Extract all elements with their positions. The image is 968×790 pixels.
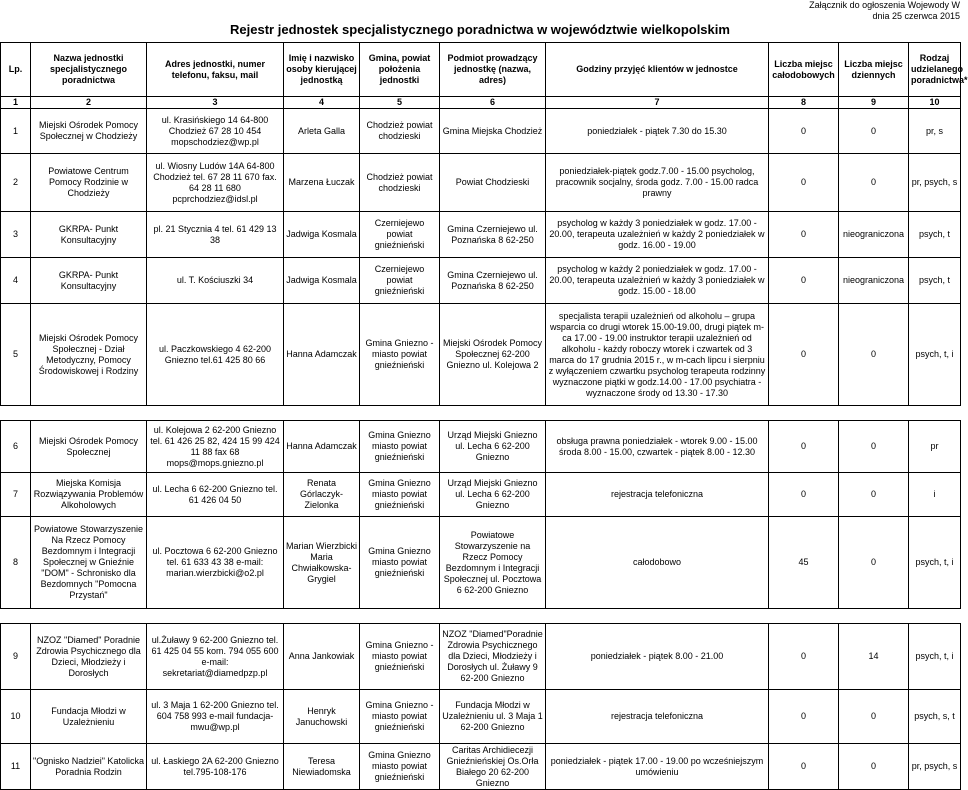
cell-dzienne: 0 [839, 109, 909, 154]
cell-lp: 3 [1, 212, 31, 258]
cell-hours: poniedziałek - piątek 17.00 - 19.00 po wcześniejszym umówieniu [546, 744, 769, 790]
cell-hours: obsługa prawna poniedziałek - wtorek 9.00 - 15.00 środa 8.00 - 15.00, czwartek - piątek 8.00 - 12.30 [546, 421, 769, 473]
cell-lp: 4 [1, 258, 31, 304]
cell-calodobowe: 45 [769, 517, 839, 609]
cell-rodzaj: psych, t [909, 212, 961, 258]
cell-hours: poniedziałek - piątek 8.00 - 21.00 [546, 624, 769, 690]
column-number: 6 [440, 97, 546, 109]
cell-dzienne: 14 [839, 624, 909, 690]
cell-gmina: Chodzież powiat chodzieski [360, 109, 440, 154]
cell-name: Miejski Ośrodek Pomocy Społecznej - Dział Metodyczny, Pomocy Środowiskowej i Rodziny [31, 304, 147, 406]
cell-podmiot: Urząd Miejski Gniezno ul. Lecha 6 62-200 Gniezno [440, 421, 546, 473]
cell-head: Henryk Januchowski [284, 690, 360, 744]
cell-address: ul. 3 Maja 1 62-200 Gniezno tel. 604 758 993 e-mail fundacja-mwu@wp.pl [147, 690, 284, 744]
cell-gmina: Chodzież powiat chodzieski [360, 154, 440, 212]
cell-rodzaj: psych, t, i [909, 304, 961, 406]
cell-rodzaj: pr, psych, s [909, 154, 961, 212]
cell-address: ul. Krasińskiego 14 64-800 Chodzież 67 28 10 454 mopschodziez@wp.pl [147, 109, 284, 154]
cell-gmina: Gmina Gniezno miasto powiat gnieźnieński [360, 421, 440, 473]
cell-head: Renata Górlaczyk-Zielonka [284, 473, 360, 517]
table-row [1, 744, 961, 790]
cell-lp: 5 [1, 304, 31, 406]
cell-rodzaj: pr, psych, s [909, 744, 961, 790]
cell-calodobowe: 0 [769, 690, 839, 744]
column-number: 10 [909, 97, 961, 109]
cell-calodobowe: 0 [769, 744, 839, 790]
cell-calodobowe: 0 [769, 212, 839, 258]
table-row [1, 154, 961, 212]
cell-address: pl. 21 Stycznia 4 tel. 61 429 13 38 [147, 212, 284, 258]
table-row [1, 624, 961, 690]
cell-hours: psycholog w każdy 2 poniedziałek w godz. 17.00 - 20.00, terapeuta uzależnień w każdy 3 poniedziałek w godz. 15.00 - 18.00 [546, 258, 769, 304]
cell-address: ul. Paczkowskiego 4 62-200 Gniezno tel.61 425 80 66 [147, 304, 284, 406]
cell-dzienne: 0 [839, 744, 909, 790]
cell-calodobowe: 0 [769, 154, 839, 212]
cell-rodzaj: psych, t, i [909, 624, 961, 690]
cell-head: Hanna Adamczak [284, 421, 360, 473]
cell-podmiot: Fundacja Młodzi w Uzależnieniu ul. 3 Maja 1 62-200 Gniezno [440, 690, 546, 744]
column-header: Godziny przyjęć klientów w jednostce [546, 43, 769, 97]
cell-name: Powiatowe Stowarzyszenie Na Rzecz Pomocy Bezdomnym i Integracji Społecznej w Gnieźnie "DOM" - Schronisko dla Bezdomnych "Pomocna Przystań" [31, 517, 147, 609]
cell-address: ul. Lecha 6 62-200 Gniezno tel. 61 426 04 50 [147, 473, 284, 517]
cell-hours: całodobowo [546, 517, 769, 609]
cell-podmiot: Powiatowe Stowarzyszenie na Rzecz Pomocy Bezdomnym i Integracji Społecznej ul. Pocztowa 6 62-200 Gniezno [440, 517, 546, 609]
cell-dzienne: 0 [839, 421, 909, 473]
cell-dzienne: nieograniczona [839, 212, 909, 258]
column-number: 7 [546, 97, 769, 109]
column-number: 5 [360, 97, 440, 109]
cell-address: ul. Pocztowa 6 62-200 Gniezno tel. 61 633 43 38 e-mail: marian.wierzbicki@o2.pl [147, 517, 284, 609]
cell-podmiot: Gmina Miejska Chodzież [440, 109, 546, 154]
column-header: Imię i nazwisko osoby kierującej jednostką [284, 43, 360, 97]
cell-hours: poniedziałek-piątek godz.7.00 - 15.00 psycholog, pracownik socjalny, środa godz. 7.00 - 15.00 radca prawny [546, 154, 769, 212]
cell-podmiot: Gmina Czerniejewo ul. Poznańska 8 62-250 [440, 258, 546, 304]
cell-address: ul. Wiosny Ludów 14A 64-800 Chodzież tel. 67 28 11 670 fax. 64 28 11 680 pcprchodziez@idsl.pl [147, 154, 284, 212]
cell-lp: 2 [1, 154, 31, 212]
table-row [1, 258, 961, 304]
annex-note-line2: dnia 25 czerwca 2015 [872, 11, 960, 21]
cell-head: Arleta Galla [284, 109, 360, 154]
column-header: Podmiot prowadzący jednostkę (nazwa, adres) [440, 43, 546, 97]
cell-podmiot: Gmina Czerniejewo ul. Poznańska 8 62-250 [440, 212, 546, 258]
cell-name: "Ognisko Nadziei" Katolicka Poradnia Rodzin [31, 744, 147, 790]
cell-name: Miejski Ośrodek Pomocy Społecznej [31, 421, 147, 473]
column-number: 2 [31, 97, 147, 109]
table-row [1, 473, 961, 517]
cell-podmiot: Miejski Ośrodek Pomocy Społecznej 62-200 Gniezno ul. Kolejowa 2 [440, 304, 546, 406]
cell-lp: 1 [1, 109, 31, 154]
table-row [1, 690, 961, 744]
cell-calodobowe: 0 [769, 624, 839, 690]
cell-rodzaj: psych, s, t [909, 690, 961, 744]
cell-gmina: Gmina Gniezno miasto powiat gnieźnieński [360, 473, 440, 517]
cell-head: Teresa Niewiadomska [284, 744, 360, 790]
column-header: Liczba miejsc dziennych [839, 43, 909, 97]
cell-head: Jadwiga Kosmala [284, 258, 360, 304]
cell-head: Jadwiga Kosmala [284, 212, 360, 258]
cell-rodzaj: i [909, 473, 961, 517]
cell-head: Anna Jankowiak [284, 624, 360, 690]
cell-name: NZOZ "Diamed" Poradnie Zdrowia Psychicznego dla Dzieci, Młodzieży i Dorosłych [31, 624, 147, 690]
column-header: Lp. [1, 43, 31, 97]
cell-lp: 8 [1, 517, 31, 609]
cell-gmina: Gmina Gniezno - miasto powiat gnieźnieński [360, 304, 440, 406]
column-number: 4 [284, 97, 360, 109]
cell-head: Marian Wierzbicki Maria Chwiałkowska-Grygiel [284, 517, 360, 609]
cell-head: Hanna Adamczak [284, 304, 360, 406]
cell-name: Powiatowe Centrum Pomocy Rodzinie w Chodzieży [31, 154, 147, 212]
cell-dzienne: 0 [839, 304, 909, 406]
cell-rodzaj: psych, t, i [909, 517, 961, 609]
cell-rodzaj: pr [909, 421, 961, 473]
cell-gmina: Gmina Gniezno - miasto powiat gnieźnieński [360, 690, 440, 744]
cell-lp: 6 [1, 421, 31, 473]
annex-note-line1: Załącznik do ogłoszenia Wojewody W [809, 0, 960, 10]
cell-calodobowe: 0 [769, 421, 839, 473]
cell-name: Miejska Komisja Rozwiązywania Problemów Alkoholowych [31, 473, 147, 517]
table-row [1, 421, 961, 473]
column-header: Nazwa jednostki specjalistycznego poradnictwa [31, 43, 147, 97]
cell-hours: poniedziałek - piątek 7.30 do 15.30 [546, 109, 769, 154]
cell-calodobowe: 0 [769, 304, 839, 406]
register-table [0, 42, 968, 790]
cell-gmina: Gmina Gniezno miasto powiat gnieźnieński [360, 517, 440, 609]
cell-calodobowe: 0 [769, 473, 839, 517]
cell-lp: 9 [1, 624, 31, 690]
cell-podmiot: NZOZ "Diamed"Poradnie Zdrowia Psychicznego dla Dzieci, Młodzieży i Dorosłych ul. Żuławy 9 62-200 Gniezno [440, 624, 546, 690]
cell-gmina: Gmina Gniezno miasto powiat gnieźnieński [360, 744, 440, 790]
header-row [1, 43, 961, 97]
cell-dzienne: 0 [839, 690, 909, 744]
cell-rodzaj: pr, s [909, 109, 961, 154]
cell-gmina: Czerniejewo powiat gnieźnieński [360, 212, 440, 258]
cell-dzienne: 0 [839, 154, 909, 212]
cell-dzienne: 0 [839, 517, 909, 609]
cell-calodobowe: 0 [769, 258, 839, 304]
cell-hours: specjalista terapii uzależnień od alkoholu – grupa wsparcia co drugi wtorek 15.00-19.00, drugi piątek m-ca 17.00 - 19.00 instruktor terapii uzależnień od alkoholu - każdy roboczy wtorek i czwartek od 3 marca do 17 grudnia 2015 r., w m-cach lipcu i sierpniu z wyłączeniem czwartku psycholog terapeuta rodzinny wyznaczone piątki w godz.14.00 - 17.00 psychiatra - wyznaczone środy od 13.30 - 17.30 [546, 304, 769, 406]
column-header: Rodzaj udzielanego poradnictwa* [909, 43, 961, 97]
table-row [1, 304, 961, 406]
cell-podmiot: Urząd Miejski Gniezno ul. Lecha 6 62-200 Gniezno [440, 473, 546, 517]
table-row [1, 109, 961, 154]
cell-name: GKRPA- Punkt Konsultacyjny [31, 258, 147, 304]
annex-note [748, 0, 960, 22]
cell-lp: 7 [1, 473, 31, 517]
table-gap [1, 609, 961, 624]
cell-calodobowe: 0 [769, 109, 839, 154]
column-number: 9 [839, 97, 909, 109]
table-row [1, 212, 961, 258]
column-number: 8 [769, 97, 839, 109]
cell-dzienne: 0 [839, 473, 909, 517]
cell-lp: 11 [1, 744, 31, 790]
cell-head: Marzena Łuczak [284, 154, 360, 212]
cell-gmina: Gmina Gniezno - miasto powiat gnieźnieński [360, 624, 440, 690]
cell-address: ul.Żuławy 9 62-200 Gniezno tel. 61 425 04 55 kom. 794 055 600 e-mail: sekretariat@diamedpzp.pl [147, 624, 284, 690]
cell-podmiot: Caritas Archidiecezji Gnieźnieńskiej Os.Orła Białego 20 62-200 Gniezno [440, 744, 546, 790]
cell-hours: rejestracja telefoniczna [546, 690, 769, 744]
cell-lp: 10 [1, 690, 31, 744]
column-header: Gmina, powiat położenia jednostki [360, 43, 440, 97]
cell-address: ul. T. Kościuszki 34 [147, 258, 284, 304]
column-header: Adres jednostki, numer telefonu, faksu, mail [147, 43, 284, 97]
cell-dzienne: nieograniczona [839, 258, 909, 304]
table-gap [1, 406, 961, 421]
column-number: 3 [147, 97, 284, 109]
table-row [1, 517, 961, 609]
cell-address: ul. Kolejowa 2 62-200 Gniezno tel. 61 426 25 82, 424 15 99 424 11 88 fax 68 mops@mops.gniezno.pl [147, 421, 284, 473]
cell-address: ul. Łaskiego 2A 62-200 Gniezno tel.795-108-176 [147, 744, 284, 790]
cell-podmiot: Powiat Chodzieski [440, 154, 546, 212]
cell-hours: rejestracja telefoniczna [546, 473, 769, 517]
cell-name: GKRPA- Punkt Konsultacyjny [31, 212, 147, 258]
cell-gmina: Czerniejewo powiat gnieźnieński [360, 258, 440, 304]
column-number: 1 [1, 97, 31, 109]
column-header: Liczba miejsc całodobowych [769, 43, 839, 97]
cell-name: Miejski Ośrodek Pomocy Społecznej w Chodzieży [31, 109, 147, 154]
cell-rodzaj: psych, t [909, 258, 961, 304]
page-title: Rejestr jednostek specjalistycznego poradnictwa w województwie wielkopolskim [230, 22, 730, 37]
cell-hours: psycholog w każdy 3 poniedziałek w godz. 17.00 - 20.00, terapeuta uzależnień w każdy 2 poniedziałek w godz. 16.00 - 19.00 [546, 212, 769, 258]
column-number-row [1, 97, 961, 109]
cell-name: Fundacja Młodzi w Uzależnieniu [31, 690, 147, 744]
